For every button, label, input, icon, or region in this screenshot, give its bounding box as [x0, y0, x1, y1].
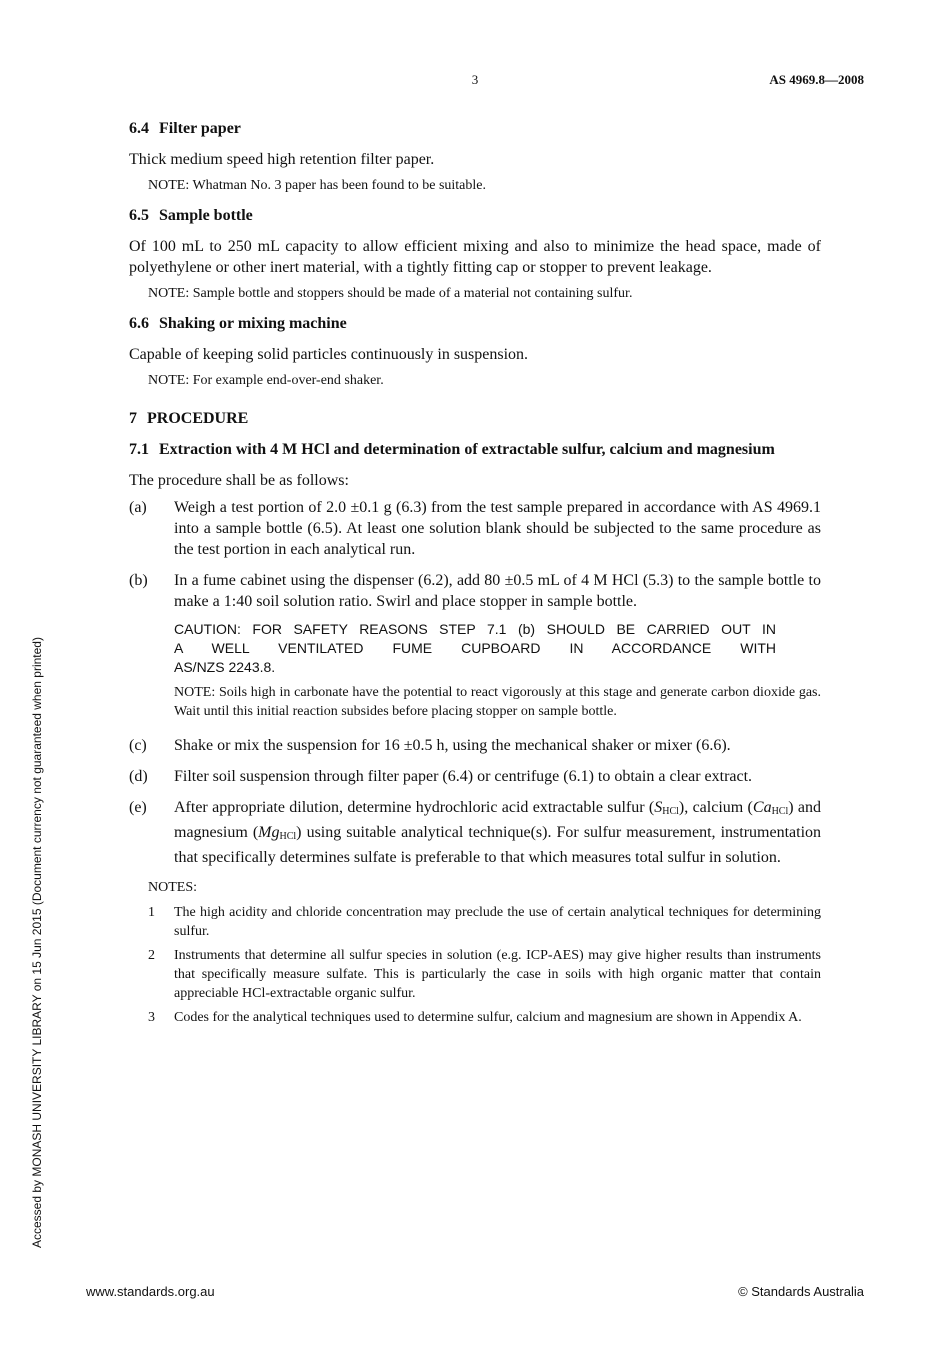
- notes-list: [148, 903, 821, 1027]
- step-e-label: (e): [129, 799, 147, 816]
- step-d-text: Filter soil suspension through filter paper (6.4) or centrifuge (6.1) to obtain a clear extract.: [174, 768, 753, 785]
- step-c: [129, 735, 821, 756]
- document-id: AS 4969.8—2008: [769, 72, 864, 87]
- page-content: [129, 118, 821, 1032]
- access-watermark: Accessed by MONASH UNIVERSITY LIBRARY on 15 Jun 2015 (Document currency not guaranteed when printed): [30, 637, 44, 1248]
- step-d-label: (d): [129, 768, 148, 785]
- step-b-body: [174, 570, 821, 725]
- section-6-5-note: NOTE: Sample bottle and stoppers should be made of a material not containing sulfur.: [148, 286, 633, 301]
- section-6-5-heading: 6.5 Sample bottle: [129, 207, 253, 224]
- section-6-4-note: NOTE: Whatman No. 3 paper has been found to be suitable.: [148, 178, 486, 193]
- section-6-5-text: Of 100 mL to 250 mL capacity to allow efficient mixing and also to minimize the head space, made of polyethylene or other inert material, with a tightly fitting cap or stopper to prevent leakage.: [129, 238, 821, 276]
- step-e: [129, 797, 821, 868]
- section-6-6-text: Capable of keeping solid particles continuously in suspension.: [129, 346, 529, 363]
- footer-website: www.standards.org.au: [86, 1284, 215, 1299]
- step-e-text: After appropriate dilution, determine hydrochloric acid extractable sulfur $(S_{HCl})$, calcium $(Ca_{HCl})$ and magnesium $(Mg_{HCl})$ using suitable analytical technique(s). For sulfur measurement, instrumentation that specifically determines sulfate is preferable to that which measures total sulfur in solution.: [174, 799, 822, 866]
- page-number: 3: [471, 72, 479, 87]
- caution-line-2: A WELL VENTILATED FUME CUPBOARD IN ACCORDANCE WITH: [174, 640, 776, 656]
- footer-copyright: © Standards Australia: [738, 1284, 864, 1299]
- symbol-ca: Ca: [752, 799, 772, 816]
- step-b-label: (b): [129, 572, 148, 589]
- step-a-text: Weigh a test portion of 2.0 ±0.1 g (6.3) from the test sample prepared in accordance with AS 4969.1 into a sample bottle (6.5). At least one solution blank should be subjected to the same procedure as the test portion in each analytical run.: [174, 499, 821, 558]
- step-a-label: (a): [129, 499, 147, 516]
- section-6-4-text: Thick medium speed high retention filter paper.: [129, 151, 435, 168]
- symbol-s: S: [654, 799, 663, 816]
- step-a: [129, 497, 821, 560]
- section-6-4-heading: 6.4 Filter paper: [129, 120, 241, 137]
- caution-line-1: CAUTION: FOR SAFETY REASONS STEP 7.1 (b) SHOULD BE CARRIED OUT IN: [174, 621, 776, 637]
- section-7-1-intro: The procedure shall be as follows:: [129, 472, 349, 489]
- note-item: 3 Codes for the analytical techniques used to determine sulfur, calcium and magnesium are shown in Appendix A.: [148, 1010, 802, 1025]
- step-c-label: (c): [129, 737, 147, 754]
- step-c-text: Shake or mix the suspension for 16 ±0.5 h, using the mechanical shaker or mixer (6.6).: [174, 737, 731, 754]
- note-item: 1 The high acidity and chloride concentration may preclude the use of certain analytical techniques for determining sulfur.: [148, 905, 821, 939]
- step-b: [129, 570, 821, 725]
- section-7-1-heading: 7.1 Extraction with 4 M HCl and determination of extractable sulfur, calcium and magnesium: [129, 441, 775, 458]
- section-7-heading: 7 PROCEDURE: [129, 410, 249, 427]
- note-item: 2 Instruments that determine all sulfur species in solution (e.g. ICP-AES) may give higher results than instruments that specifically measure sulfate. This is particularly the case in soils with high organic matter that contain appreciable HCl-extractable organic sulfur.: [148, 948, 821, 1001]
- step-b-note: NOTE: Soils high in carbonate have the potential to react vigorously at this stage and generate carbon dioxide gas. Wait until this initial reaction subsides before placing stopper on sample bottle.: [174, 685, 821, 719]
- caution-block: [174, 620, 776, 677]
- caution-line-3: AS/NZS 2243.8.: [174, 659, 276, 675]
- section-6-6-note: NOTE: For example end-over-end shaker.: [148, 373, 384, 388]
- section-6-6-heading: 6.6 Shaking or mixing machine: [129, 315, 347, 332]
- symbol-mg: Mg: [258, 824, 280, 841]
- notes-title: NOTES:: [148, 880, 197, 895]
- step-d: [129, 766, 821, 787]
- step-b-text: In a fume cabinet using the dispenser (6.2), add 80 ±0.5 mL of 4 M HCl (5.3) to the sample bottle to make a 1:40 soil solution ratio. Swirl and place stopper in sample bottle.: [174, 572, 821, 610]
